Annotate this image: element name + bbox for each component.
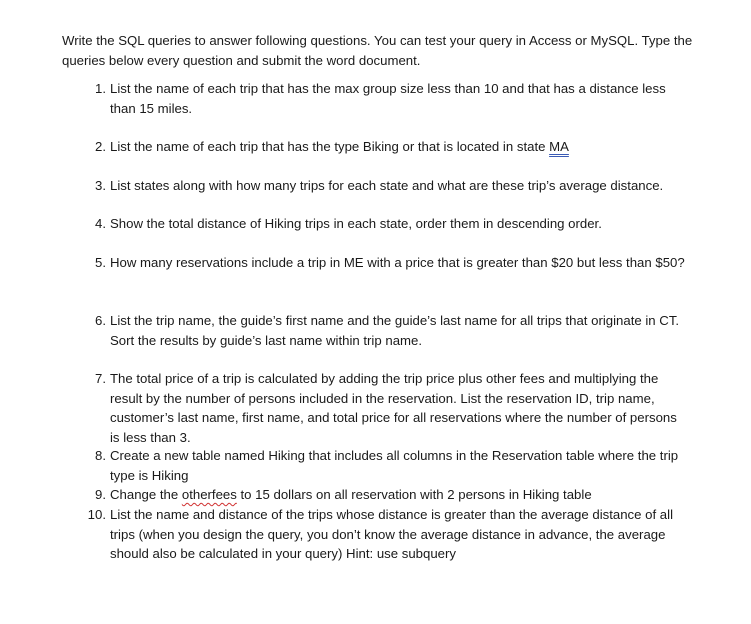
question-text-part: Change the [110,487,182,502]
question-text [110,485,688,505]
question-text: List the name of each trip that has the max group size less than 10 and that has a distance less than 15 miles. [110,81,666,116]
question-number: 2. [95,139,106,154]
question-number: 7. [95,371,106,386]
question-text-part: List the name of each trip that has the type Biking or that is located in state [110,139,550,154]
question-text: List the trip name, the guide’s first name and the guide’s last name for all trips that originate in CT. Sort the results by guide’s last name within trip name. [110,313,680,348]
spellcheck-marked-word: otherfees [181,487,237,502]
grammar-marked-word: MA [549,139,569,154]
question-text: Show the total distance of Hiking trips in each state, order them in descending order. [110,216,602,231]
question-text [110,137,688,157]
question-text: List the name and distance of the trips whose distance is greater than the average distance of all trips (when you design the query, you don’t know the average distance in advance, the average should also be calculated in your query) Hint: use subquery [110,507,674,562]
question-text: Create a new table named Hiking that includes all columns in the Reservation table where the trip type is Hiking [110,448,679,483]
question-number: 5. [95,255,106,270]
question-text: List states along with how many trips for each state and what are these trip’s average distance. [110,178,664,193]
question-text-part: to 15 dollars on all reservation with 2 persons in Hiking table [236,487,592,502]
question-text: The total price of a trip is calculated by adding the trip price plus other fees and multiplying the result by the number of persons included in the reservation. List the reservation ID, trip name, customer’s last name, first name, and total price for all reservations where the number of persons is less than 3. [110,371,677,445]
question-number: 4. [95,216,106,231]
question-number: 8. [95,448,106,463]
question-text: How many reservations include a trip in ME with a price that is greater than $20 but less than $50? [110,255,685,270]
question-number: 3. [95,178,106,193]
question-number: 6. [95,313,106,328]
question-number: 9. [95,487,106,502]
question-number: 1. [95,81,106,96]
instructions-paragraph: Write the SQL queries to answer following questions. You can test your query in Access or MySQL. Type the queries below every question and submit the word document. [62,33,693,68]
question-number: 10. [87,507,106,522]
